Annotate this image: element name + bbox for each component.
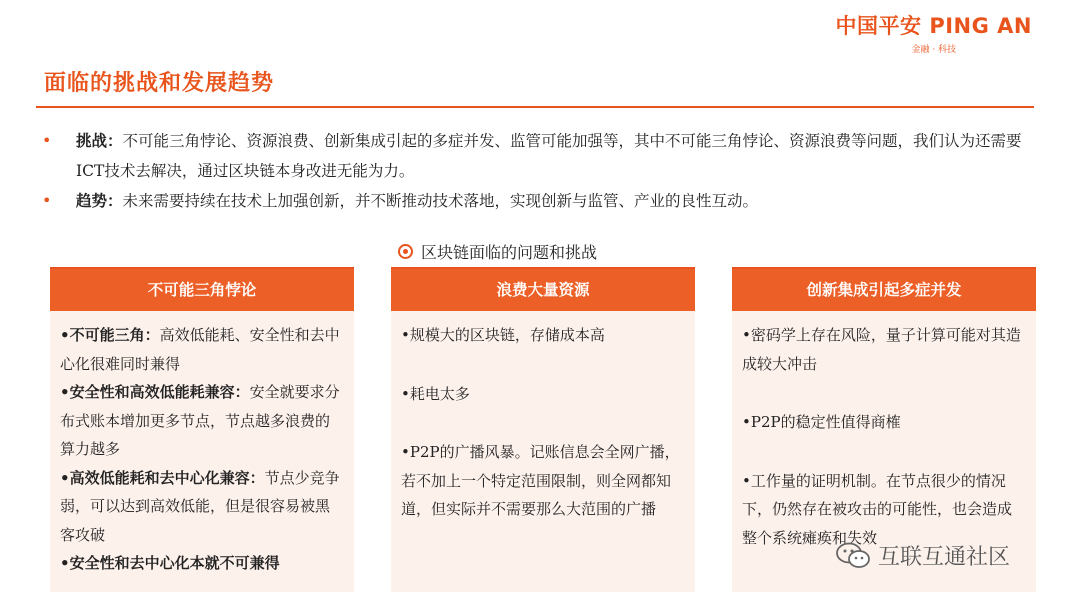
- bullet-text: 不可能三角悖论、资源浪费、创新集成引起的多症并发、监管可能加强等，其中不可能三角悖论、资源浪费等问题，我们认为还需要ICT技术去解决，通过区块链本身改进无能为力。: [76, 132, 1022, 180]
- list-item: •工作量的证明机制。在节点很少的情况下，仍然存在被攻击的可能性，也会造成整个系统瘫痪和失效: [742, 471, 1013, 547]
- target-icon: [398, 244, 413, 259]
- bullet-dot: •: [42, 191, 52, 210]
- item-label: •高效低能耗和去中心化兼容：: [60, 468, 265, 487]
- bullet-trend: [40, 186, 1030, 216]
- watermark: [836, 540, 1010, 571]
- item-text: 节点少竞争弱，可以达到高效低能，但是很容易被黑客攻破: [60, 468, 340, 544]
- list-item: •耗电太多: [401, 384, 470, 403]
- list-item: [60, 378, 344, 464]
- section-title: [398, 240, 597, 263]
- list-item: [60, 464, 344, 550]
- section-title-text: 区块链面临的问题和挑战: [421, 243, 598, 262]
- column-header: 不可能三角悖论: [50, 267, 354, 311]
- column-header: 浪费大量资源: [391, 267, 695, 311]
- item-label: •安全性和去中心化本就不可兼得: [60, 554, 280, 572]
- column-impossible-triangle: [50, 267, 354, 592]
- bullet-dot: •: [42, 131, 52, 150]
- bullet-challenge: [40, 126, 1030, 186]
- item-text: 安全就要求分布式账本增加更多节点，节点越多浪费的算力越多: [60, 383, 340, 458]
- brand-tagline: 金融 · 科技: [911, 45, 957, 55]
- list-item: •密码学上存在风险，量子计算可能对其造成较大冲击: [742, 326, 1021, 373]
- bullet-label: 挑战：: [76, 131, 123, 150]
- watermark-text: 互联互通社区: [878, 545, 1011, 570]
- column-body: [732, 311, 1036, 552]
- brand-name: 中国平安 PING AN: [835, 14, 1032, 38]
- list-item: [60, 321, 344, 378]
- pingan-logo: [836, 10, 1032, 55]
- list-item: •规模大的区块链，存储成本高: [401, 326, 605, 344]
- list-item: [60, 549, 344, 578]
- column-header: 创新集成引起多症并发: [732, 267, 1036, 311]
- item-label: •不可能三角：: [60, 326, 160, 344]
- item-text: 高效低能耗、安全性和去中心化很难同时兼得: [60, 326, 340, 373]
- bullet-label: 趋势：: [76, 191, 123, 210]
- list-item: •P2P的稳定性值得商榷: [742, 413, 901, 431]
- bullet-text: 未来需要持续在技术上加强创新，并不断推动技术落地，实现创新与监管、产业的良性互动。: [122, 192, 759, 210]
- column-body: [391, 311, 695, 524]
- summary-bullets: [40, 126, 1030, 216]
- column-body: [50, 311, 354, 578]
- list-item: •P2P的广播风暴。记账信息会全网广播，若不加上一个特定范围限制，则全网都知道，但实际并不需要那么大范围的广播: [401, 443, 680, 518]
- column-resource-waste: [391, 267, 695, 592]
- title-divider: [36, 106, 1034, 108]
- item-label: •安全性和高效低能耗兼容：: [60, 383, 250, 401]
- wechat-icon: [836, 542, 870, 570]
- page-title: 面临的挑战和发展趋势: [44, 70, 275, 96]
